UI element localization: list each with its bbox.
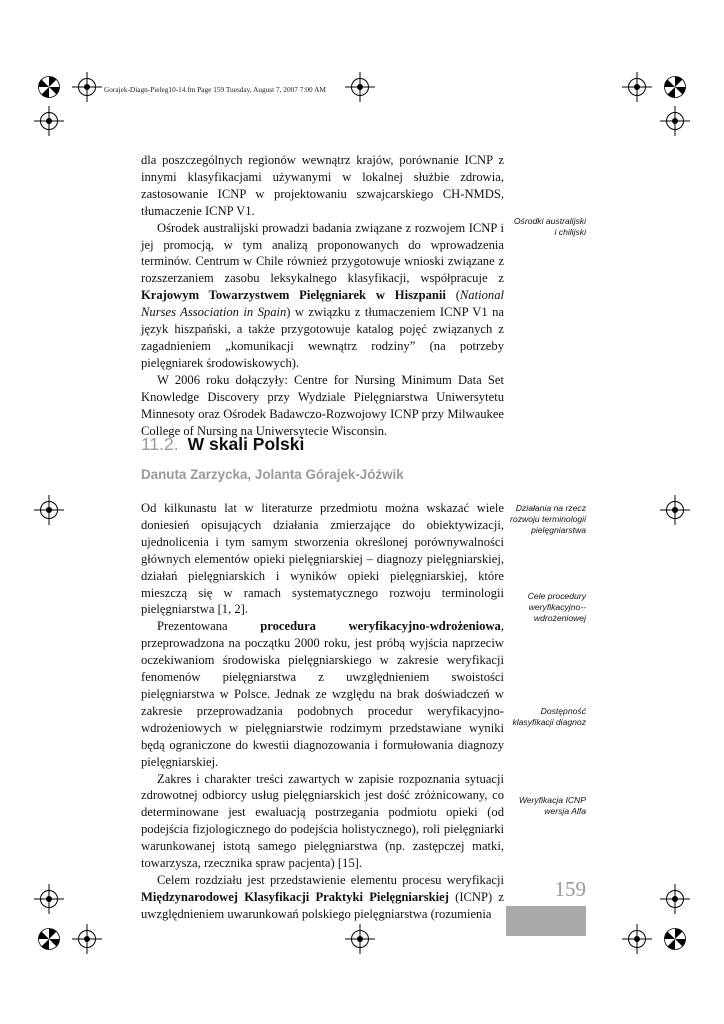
section-authors: Danuta Zarzycka, Jolanta Górajek-Jóźwik	[141, 467, 404, 482]
registration-mark-icon	[622, 72, 652, 102]
registration-mark-icon	[345, 72, 375, 102]
registration-mark-icon	[34, 495, 64, 525]
paragraph-text: (ICNP) z uwzględnieniem uwarunkowań polskiego pielęgniarstwa (rozumienia	[141, 889, 504, 921]
file-info-header: Gorajek-Diagn-Pieleg10-14.fm Page 159 Tuesday, August 7, 2007 7:00 AM	[104, 85, 326, 94]
registration-mark-icon	[660, 884, 690, 914]
paragraph-text: ) w związku z tłumaczeniem ICNP V1 na język hiszpański, a także przygotowuje katalog pojęć związanych z zagadnieniem „komunikacji wewnątrz rodziny” (na potrzeby pielęgniarek środowiskowych).	[141, 305, 505, 370]
star-target-mark-icon	[38, 76, 60, 98]
page-tab-bar	[506, 906, 586, 936]
body-text-section	[141, 500, 504, 923]
emphasis-bold: Krajowym Towarzystwem Pielęgniarek w Hiszpanii	[141, 288, 446, 303]
star-target-mark-icon	[664, 76, 686, 98]
registration-mark-icon	[622, 924, 652, 954]
paragraph: Zakres i charakter treści zawartych w zapisie rozpoznania sytuacji zdrowotnej odbiorcy usług pielęgniarskich jest dość zróżnicowany, co determinowane jest ewaluacją postrzegania podmiotu opieki (od podejścia fizjologicznego do podejścia holistycznego), roli pielęgniarki warunkowanej istotą samego pielęgniarstwa (np. zastępczej matki, towarzysza, rzecznika spraw pacjenta) [15].	[141, 771, 504, 871]
paragraph-text: Celem rozdziału jest przedstawienie elementu procesu weryfikacji	[157, 872, 504, 887]
emphasis-bold: procedura weryfikacyjno-wdrożeniowa	[260, 619, 501, 634]
paragraph: dla poszczególnych regionów wewnątrz krajów, porównanie ICNP z innymi klasyfikacjami używanymi w lokalnej służbie zdrowia, zastosowanie ICNP w projektowaniu szwajcarskiego CH-NMDS, tłumaczenie ICNP V1.	[141, 153, 504, 218]
paragraph	[141, 618, 504, 770]
section-title: W skali Polski	[187, 434, 305, 454]
paragraph: Ośrodek australijski prowadzi badania związane z rozwojem ICNP i jej promocją, w tym analizą proponowanych do wprowadzenia terminów. Centrum w Chile również przygotowuje wnioski związane z rozszerzaniem zasobu leksykalnego klasyfikacji, współpracuje z Krajowym Towarzystwem Pielęgniarek w Hiszpanii (National Nurses Association in Spain) w związku z tłumaczeniem ICNP V1 na język hiszpański, a także przygotowuje katalog pojęć związanych z zagadnieniem „komunikacji wewnątrz rodziny” (na potrzeby pielęgniarek środowiskowych).	[141, 220, 505, 370]
margin-note: Działania na rzecz rozwoju terminologii pielęgniarstwa	[510, 503, 586, 535]
paragraph-text: , przeprowadzona na początku 2000 roku, jest próbą wyjścia naprzeciw oczekiwaniom środowiska pielęgniarskiego w zakresie weryfikacji fenomenów pielęgniarstwa z uwzględnieniem swoistości pielęgniarstwa w Polsce. Jednak ze względu na brak doświadczeń w zakresie przeprowadzania podobnych procedur weryfikacyjno-wdrożeniowych w pielęgniarstwie rodzimym przedstawiane wyniki będą ograniczone do kwestii diagnozowania i formułowania diagnozy pielęgniarskiej.	[141, 619, 504, 769]
section-number: 11.2.	[141, 434, 179, 454]
paragraph	[141, 872, 504, 923]
paragraph: Od kilkunastu lat w literaturze przedmiotu można wskazać wiele doniesień opisujących działania zmierzające do obiektywizacji, ujednolicenia i tym samym stworzenia określonej porównywalności głównych elementów opieki pielęgniarskiej – diagnozy pielęgniarskiej, działań pielęgniarskich i wyników opieki pielęgniarskiej, które mieszczą się w ramach systematycznego rozwoju terminologii pielęgniarstwa [1, 2].	[141, 501, 504, 617]
section-heading	[141, 434, 304, 455]
paragraph: W 2006 roku dołączyły: Centre for Nursing Minimum Data Set Knowledge Discovery przy Wydziale Pielęgniarstwa Uniwersytetu Minnesoty oraz Ośrodek Badawczo-Rozwojowy ICNP przy Milwaukee College of Nursing na Uniwersytecie Wisconsin.	[141, 372, 504, 438]
margin-note: Dostępność klasyfikacji diagnoz	[512, 706, 586, 727]
registration-mark-icon	[72, 72, 102, 102]
registration-mark-icon	[660, 106, 690, 136]
paragraph-text: Ośrodek australijski prowadzi badania związane z rozwojem ICNP i jej promocją, w tym analizą proponowanych do wprowadzenia terminów. Centrum w Chile również przygotowuje wnioski związane z rozszerzaniem zasobu leksykalnego klasyfikacji, współpracuje z	[141, 220, 504, 286]
registration-mark-icon	[72, 924, 102, 954]
page-number: 159	[554, 877, 586, 901]
star-target-mark-icon	[38, 928, 60, 950]
margin-note: Weryfikacja ICNP wersja Alfa	[518, 795, 586, 816]
star-target-mark-icon	[664, 928, 686, 950]
registration-mark-icon	[345, 924, 375, 954]
paragraph-text: Prezentowana	[157, 619, 261, 634]
emphasis-bold: Międzynarodowej Klasyfikacji Praktyki Pielęgniarskiej	[141, 889, 449, 904]
registration-mark-icon	[660, 495, 690, 525]
margin-note: Cele procedury weryfikacyjno--wdrożeniowej	[527, 591, 586, 623]
registration-mark-icon	[34, 884, 64, 914]
margin-note: Ośrodki australijski i chilijski	[513, 216, 586, 237]
registration-mark-icon	[34, 106, 64, 136]
body-text-top	[141, 152, 504, 439]
emphasis-italic: National Nurses Association in Spain	[141, 288, 504, 320]
